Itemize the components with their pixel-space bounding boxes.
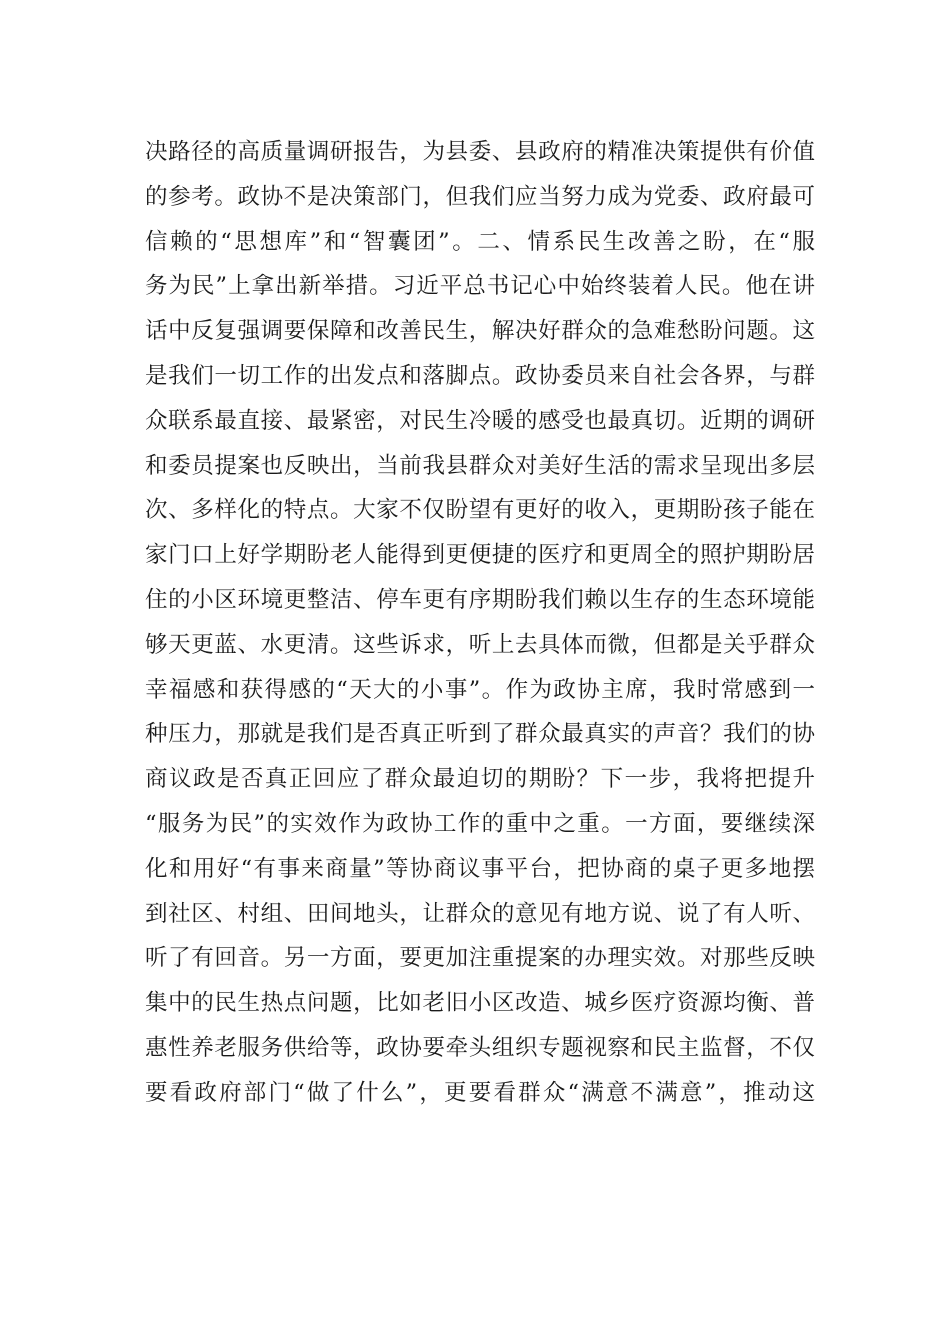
text-line: 信赖的“思想库”和“智囊团”。二、情系民生改善之盼，在“服 bbox=[145, 228, 815, 255]
text-line: 决路径的高质量调研报告，为县委、县政府的精准决策提供有价值 bbox=[145, 139, 815, 165]
text-line: 务为民”上拿出新举措。习近平总书记心中始终装着人民。他在讲 bbox=[145, 273, 815, 300]
text-line: 次、多样化的特点。大家不仅盼望有更好的收入，更期盼孩子能在 bbox=[145, 497, 815, 524]
text-line: 住的小区环境更整洁、停车更有序期盼我们赖以生存的生态环境能 bbox=[145, 586, 815, 613]
text-line: 话中反复强调要保障和改善民生，解决好群众的急难愁盼问题。这 bbox=[145, 318, 815, 345]
text-line: 的参考。政协不是决策部门，但我们应当努力成为党委、政府最可 bbox=[145, 183, 815, 210]
text-line: 和委员提案也反映出，当前我县群众对美好生活的需求呈现出多层 bbox=[145, 452, 815, 479]
text-line: “服务为民”的实效作为政协工作的重中之重。一方面，要继续深 bbox=[145, 810, 815, 837]
text-line: 到社区、村组、田间地头，让群众的意见有地方说、说了有人听、 bbox=[145, 900, 815, 927]
text-line: 听了有回音。另一方面，要更加注重提案的办理实效。对那些反映 bbox=[145, 945, 815, 972]
text-line: 要看政府部门“做了什么”，更要看群众“满意不满意”，推动这 bbox=[145, 1079, 815, 1106]
text-line: 够天更蓝、水更清。这些诉求，听上去具体而微，但都是关乎群众 bbox=[145, 631, 815, 658]
text-line: 幸福感和获得感的“天大的小事”。作为政协主席，我时常感到一 bbox=[145, 676, 815, 703]
text-line: 化和用好“有事来商量”等协商议事平台，把协商的桌子更多地摆 bbox=[145, 855, 815, 882]
text-line: 是我们一切工作的出发点和落脚点。政协委员来自社会各界，与群 bbox=[145, 362, 815, 389]
text-line: 种压力，那就是我们是否真正听到了群众最真实的声音？我们的协 bbox=[145, 721, 815, 748]
text-line: 集中的民生热点问题，比如老旧小区改造、城乡医疗资源均衡、普 bbox=[145, 990, 815, 1017]
text-line: 众联系最直接、最紧密，对民生冷暖的感受也最真切。近期的调研 bbox=[145, 407, 815, 434]
text-line: 家门口上好学期盼老人能得到更便捷的医疗和更周全的照护期盼居 bbox=[145, 542, 815, 569]
text-line: 惠性养老服务供给等，政协要牵头组织专题视察和民主监督，不仅 bbox=[145, 1034, 815, 1061]
body-text bbox=[145, 130, 815, 1116]
text-line: 商议政是否真正回应了群众最迫切的期盼？下一步，我将把提升 bbox=[145, 766, 815, 793]
